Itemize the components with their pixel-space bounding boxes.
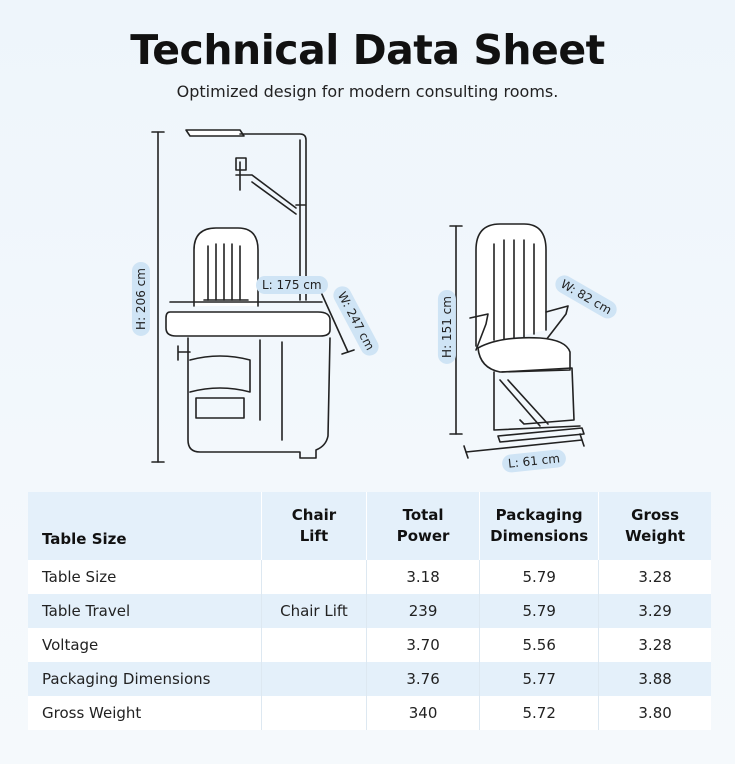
header-cell: Packaging Dimensions [480, 492, 599, 560]
table-cell: 3.76 [367, 662, 480, 696]
page-subtitle: Optimized design for modern consulting rooms. [176, 82, 559, 101]
chair-length-label: L: 61 cm [501, 449, 566, 474]
specs-header-row [28, 492, 711, 560]
table-row [28, 628, 711, 662]
table-cell: 5.72 [480, 696, 599, 730]
table-cell: 239 [367, 594, 480, 628]
unit-width-label: W: 247 cm [330, 283, 382, 359]
page-title: Technical Data Sheet [130, 26, 605, 74]
table-cell: 3.88 [599, 662, 711, 696]
header-cell: Total Power [367, 492, 480, 560]
table-cell: Chair Lift [261, 594, 366, 628]
unit-height-label: H: 206 cm [132, 262, 150, 336]
table-cell: 3.80 [599, 696, 711, 730]
table-cell [261, 696, 366, 730]
header-cell: Chair Lift [261, 492, 366, 560]
table-row [28, 560, 711, 594]
table-cell: Table Size [28, 560, 261, 594]
table-cell: 5.79 [480, 560, 599, 594]
chair-height-label: H: 151 cm [438, 290, 456, 364]
table-cell: 3.28 [599, 560, 711, 594]
table-row [28, 594, 711, 628]
table-cell [261, 628, 366, 662]
table-cell [261, 662, 366, 696]
table-cell: 3.18 [367, 560, 480, 594]
table-cell: Voltage [28, 628, 261, 662]
chair-width-label: W: 82 cm [552, 272, 620, 322]
specs-table [28, 492, 711, 730]
table-cell: 3.29 [599, 594, 711, 628]
table-cell: Table Travel [28, 594, 261, 628]
table-row [28, 696, 711, 730]
table-cell: 3.28 [599, 628, 711, 662]
table-cell: 5.77 [480, 662, 599, 696]
table-cell [261, 560, 366, 594]
table-cell: 3.70 [367, 628, 480, 662]
header-cell: Table Size [28, 492, 261, 560]
table-cell: 5.56 [480, 628, 599, 662]
table-cell: 340 [367, 696, 480, 730]
table-cell: 5.79 [480, 594, 599, 628]
table-cell: Packaging Dimensions [28, 662, 261, 696]
table-row [28, 662, 711, 696]
header-cell: Gross Weight [599, 492, 711, 560]
unit-length-label: L: 175 cm [256, 276, 328, 294]
table-cell: Gross Weight [28, 696, 261, 730]
